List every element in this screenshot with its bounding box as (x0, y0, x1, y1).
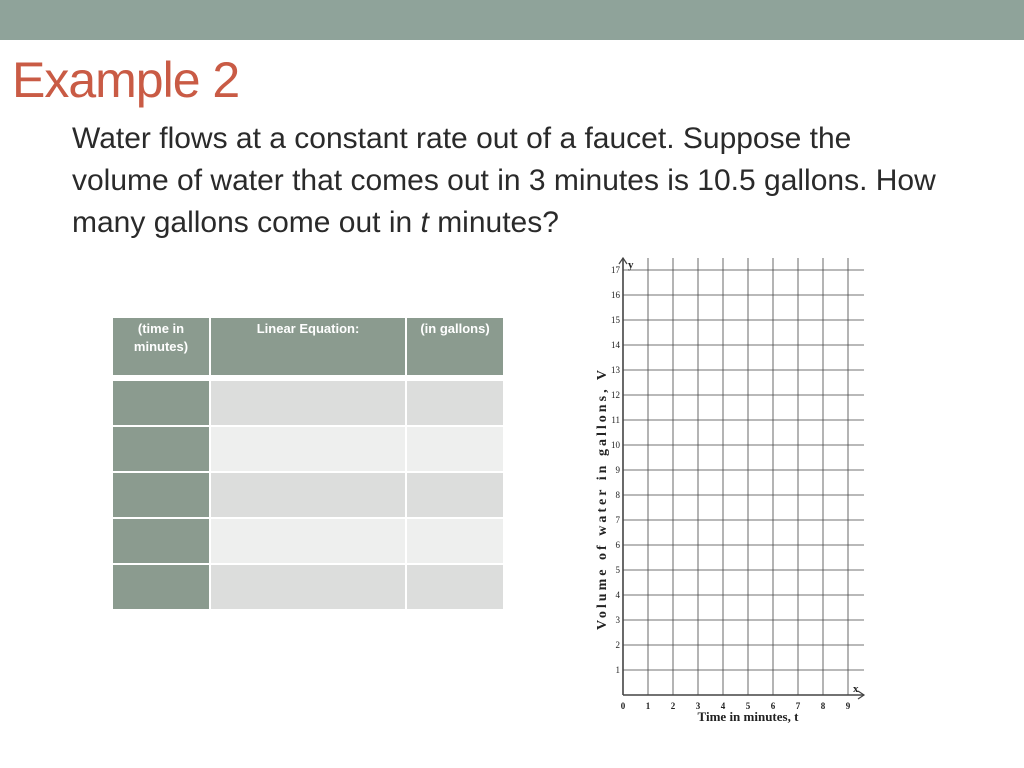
table-cell[interactable] (406, 380, 504, 426)
table-header-row (112, 317, 504, 376)
y-tick-label: 5 (615, 565, 620, 575)
table-cell[interactable] (210, 380, 406, 426)
problem-text-part1: Water flows at a constant rate out of a faucet. Suppose the volume of water that comes out in 3 minutes is 10.5 gallons. How many gallons come out in (72, 122, 936, 239)
table-cell[interactable] (112, 564, 210, 610)
grid-lines (619, 258, 864, 699)
problem-variable: t (420, 206, 429, 239)
table-cell[interactable] (406, 518, 504, 564)
y-tick-label: 12 (611, 390, 620, 400)
x-tick-label: 4 (720, 701, 726, 711)
y-tick-label: 4 (615, 590, 620, 600)
y-tick-label: 10 (611, 440, 620, 450)
table-cell[interactable] (112, 380, 210, 426)
y-tick-label: 2 (615, 640, 620, 650)
x-tick-label: 1 (645, 701, 651, 711)
table-row (112, 472, 504, 518)
table-cell[interactable] (210, 518, 406, 564)
table-cell[interactable] (210, 472, 406, 518)
x-tick-label: 0 (620, 701, 626, 711)
x-axis-label: Time in minutes, t (697, 709, 799, 724)
header-linear-equation: Linear Equation: (210, 317, 406, 376)
table-cell[interactable] (112, 518, 210, 564)
data-table-container (111, 316, 505, 611)
table-row (112, 564, 504, 610)
y-axis-label: Volume of water in gallons, V (595, 370, 610, 630)
x-tick-label: 3 (695, 701, 701, 711)
data-table (111, 316, 505, 611)
y-tick-label: 3 (615, 615, 620, 625)
x-tick-label: 7 (795, 701, 801, 711)
y-tick-label: 11 (611, 415, 620, 425)
table-row (112, 426, 504, 472)
table-row (112, 380, 504, 426)
top-bar (0, 0, 1024, 40)
x-tick-label: 5 (745, 701, 751, 711)
x-tick-label: 9 (845, 701, 851, 711)
y-tick-label: 16 (611, 290, 620, 300)
x-tick-label: 8 (820, 701, 826, 711)
y-tick-label: 7 (615, 515, 620, 525)
table-row (112, 518, 504, 564)
problem-text (72, 118, 952, 244)
y-tick-label: 14 (611, 340, 620, 350)
y-tick-label: 9 (615, 465, 620, 475)
y-tick-label: 15 (611, 315, 620, 325)
tick-labels (611, 265, 851, 711)
x-tick-label: 6 (770, 701, 776, 711)
header-volume: (in gallons) (406, 317, 504, 376)
y-axis-letter: y (628, 259, 634, 271)
slide-title: Example 2 (12, 52, 240, 108)
table-cell[interactable] (210, 564, 406, 610)
y-tick-label: 17 (611, 265, 620, 275)
table-cell[interactable] (112, 426, 210, 472)
table-cell[interactable] (112, 472, 210, 518)
table-cell[interactable] (406, 426, 504, 472)
table-cell[interactable] (406, 564, 504, 610)
table-cell[interactable] (210, 426, 406, 472)
x-tick-label: 2 (670, 701, 676, 711)
coordinate-grid (585, 252, 875, 732)
y-tick-label: 13 (611, 365, 620, 375)
y-tick-label: 6 (615, 540, 620, 550)
y-tick-label: 1 (615, 665, 620, 675)
table-cell[interactable] (406, 472, 504, 518)
header-time: (time in minutes) (112, 317, 210, 376)
y-tick-label: 8 (615, 490, 620, 500)
x-axis-letter: x (853, 683, 859, 695)
problem-text-part2: minutes? (428, 206, 559, 239)
table-body (112, 380, 504, 610)
